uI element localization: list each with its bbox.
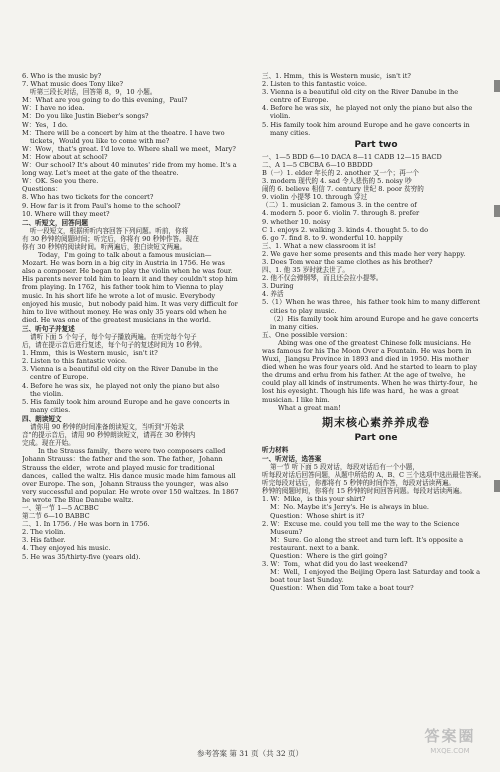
page-edge-mark (494, 480, 500, 492)
text-line: long way. Let's meet at the gate of the theatre. (22, 169, 179, 178)
text-line: 二、A 1—5 CBCBA 6—10 BBDDD (262, 160, 373, 169)
text-line: 三、1. What a new classroom it is! (262, 241, 377, 250)
text-line: Strauss the elder，wrote and played music for traditional (22, 463, 215, 472)
text-line: him to live without money. He was only 35 years old when he (22, 307, 227, 316)
text-line: boat tour last Sunday. (270, 576, 344, 585)
text-line: 一、1—5 BDD 6—10 DACA 8—11 CADB 12—15 BACD (262, 152, 442, 161)
text-line: Abing was one of the greatest Chinese folk musicians. He (278, 338, 471, 347)
text-line: also a composer. He began to play the violin when he was four. (22, 267, 233, 276)
text-line: 3. During (262, 282, 294, 291)
text-line: musician. I like him. (262, 395, 330, 404)
watermark-url: MXQE.COM (430, 747, 470, 755)
text-line: M：How about at school? (22, 152, 108, 161)
text-line: Question：Whose shirt is it? (270, 511, 365, 520)
text-line: 6. Who is the music by? (22, 72, 102, 80)
text-line: 闹的 6. believe 相信 7. century 世纪 8. poor 贫穷的 (262, 185, 424, 194)
text-line: 一、第一节 1—5 ACBBC (22, 503, 99, 512)
part-one-heading: Part one (354, 432, 398, 443)
text-line: 音"的提示音后，请用 90 秒钟朗读短文，请再在 30 秒钟内 (22, 431, 196, 440)
text-line: M：Do you like Justin Bieber's songs? (22, 112, 149, 121)
text-line: in many cities. (270, 322, 319, 331)
answer-page (22, 72, 492, 752)
site-watermark (404, 726, 496, 764)
text-line: 一、听对话，选答案 (262, 454, 322, 463)
text-line: M：There will be a concert by him at the theatre. I have two (22, 128, 225, 137)
text-line: 2. 他不仅会弹钢琴，而且还会拉小提琴。 (262, 274, 383, 283)
text-line: W：Yes，I do. (22, 120, 68, 129)
text-line: 第二节 6—10 BABBC (22, 512, 90, 521)
text-line: 听一段短文，根据所听内容回答下列问题。听前，你将 (30, 226, 189, 235)
text-line: centre of Europe. (270, 96, 329, 105)
page-edge-mark (494, 80, 500, 92)
text-line: 你有 30 秒钟的阅读时间。听两遍后，独白读短文两遍。 (22, 242, 187, 251)
text-line: M：What are you going to do this evening，Paul? (22, 96, 188, 105)
text-line: Mozart. He was born in a big city in Austria in 1756. He was (22, 259, 225, 268)
text-line: 后，请在提示音后进行复述，每个句子的复述时间为 10 秒钟。 (22, 341, 207, 350)
left-column (22, 72, 250, 561)
text-line: 3. Vienna is a beautiful old city on the River Danube in the (262, 88, 459, 97)
final-exam-title: 期末核心素养养成卷 (322, 415, 430, 429)
right-section-c (262, 446, 490, 593)
text-line: 完成。现在开始。 (22, 439, 75, 448)
text-line: 4. 养活 (262, 290, 284, 299)
text-line: many cities. (30, 405, 71, 414)
text-line: 2. W：Excuse me. could you tell me the way to the Science (262, 519, 460, 528)
text-line: 第一节 听下面 5 段对话，每段对话后有一个小题， (270, 462, 419, 471)
text-line: the violin. (30, 389, 64, 398)
text-line: 秒钟的阅题时间，你将有 15 秒钟的时间回答问题。每段对话读两遍。 (262, 487, 466, 496)
text-line: was famous for his The Moon Over a Fountain. He was born in (262, 347, 472, 355)
text-line: 三、1. Hmm，this is Western music，isn't it? (262, 72, 411, 80)
text-line: 7. What music does Tony like? (22, 80, 124, 89)
text-line: 9. How far is it from Paul's home to the school? (22, 201, 181, 210)
text-line: tickets，Would you like to come with me? (30, 136, 170, 145)
text-line: 4. Before he was six，he played not only the piano but also the (262, 104, 473, 113)
text-line: violin. (270, 112, 291, 121)
text-line: 听每段对话后回答问题，从题中所给的 A、B、C 三个选项中选出最佳答案。 (262, 471, 486, 480)
text-line: died. He was one of the greatest musicians in the world. (22, 315, 211, 324)
text-line: （2）His family took him around Europe and he gave concerts (270, 314, 479, 323)
text-line: 2. Listen to this fantastic voice. (262, 80, 367, 89)
text-line: 8. Who has two tickets for the concert? (22, 193, 154, 202)
text-line: 请听下面 5 个句子，每个句子播放两遍。在听完每个句子 (30, 333, 197, 341)
page-footer: 参考答案 第 31 页（共 32 页） (196, 749, 303, 758)
page-edge-mark (494, 205, 500, 217)
text-line: 听力材料 (262, 445, 289, 454)
text-line: centre of Europe. (30, 373, 89, 382)
text-line: In the Strauss family，there were two composers called (38, 447, 226, 456)
text-line: 2. We gave her some presents and this made her very happy. (262, 249, 466, 258)
text-line: Wuxi，Jiangsu Province in 1893 and died in 1950. His mother (262, 355, 469, 364)
text-line: dances，called the waltz. His dance music made him famous all (22, 471, 236, 480)
text-line: 2. Listen to this fantastic voice. (22, 357, 127, 366)
text-line: 听第三段长对话，回答第 8，9，10 小题。 (30, 88, 157, 97)
text-line: 6. go 7. find 8. to 9. wonderful 10. happily (262, 233, 403, 242)
text-line: could play all kinds of instruments. When he was thirty-four，he (262, 379, 478, 388)
text-line: 3. modern 现代的 4. sad 令人悲伤的 5. noisy 吵 (262, 177, 412, 186)
text-line: 3. W：Tom，what did you do last weekend? (262, 560, 408, 569)
text-line: cities to play music. (270, 306, 337, 315)
text-line: 4. They enjoyed his music. (22, 544, 111, 553)
text-line: 请你用 90 秒钟的时间准备朗读短文，当听到"开始录 (30, 423, 185, 432)
text-line: 听完每段对话后，你都将有 5 秒钟的时间作答，每段对话读两遍。 (262, 479, 456, 488)
right-column (262, 72, 490, 592)
text-line: lost his eyesight. Though his life was hard，he was a great (262, 387, 459, 396)
text-line: 五、One possible version： (262, 330, 352, 339)
text-line: 4. Before he was six，he played not only the piano but also (22, 381, 220, 390)
text-line: 3. Vienna is a beautiful old city on the River Danube in the (22, 365, 219, 374)
text-line: 3. His father. (22, 536, 66, 545)
text-line: W：Our school? It's about 40 minutes' ride from my home. It's a (22, 161, 237, 170)
text-line: 5. He was 35/thirty-five (years old). (22, 552, 141, 561)
text-line: music. In his short life he wrote a lot of music. Everybody (22, 291, 216, 300)
text-line: （二）1. musician 2. famous 3. in the centre of (262, 201, 417, 210)
text-line: W：OK. See you there. (22, 177, 99, 186)
text-line: Museum? (270, 527, 303, 536)
text-line: His parents never told him to learn it and they couldn't stop him (22, 275, 238, 284)
text-line: 5. His family took him around Europe and he gave concerts in (262, 120, 470, 129)
text-line: Today，I'm going to talk about a famous musician— (38, 251, 212, 260)
text-line: 5.（1）When he was three，his father took him to many different (262, 298, 481, 307)
text-line: 2. The violin. (22, 528, 66, 537)
text-line: 四、1. 他 35 岁时就去世了。 (262, 266, 349, 275)
right-section-a (262, 72, 490, 137)
text-line: 5. His family took him around Europe and he gave concerts in (22, 397, 230, 406)
text-line: M：Well，I enjoyed the Beijing Opera last Saturday and took a (270, 568, 481, 577)
text-line: 1. Hmm，this is Western music，isn't it? (22, 349, 158, 358)
text-line: 四、朗读短文 (22, 414, 62, 423)
text-line: 二、听短文，回答问题 (22, 218, 88, 227)
text-line: over Europe. The son，Johann Strauss the younger，was also (22, 479, 229, 488)
part-two-heading: Part two (354, 139, 398, 150)
text-line: M：No. Maybe it's Jerry's. He is always in blue. (270, 503, 429, 512)
watermark-logo-text: 答案圈 (424, 727, 476, 745)
text-line: many cities. (270, 128, 311, 137)
text-line: What a great man! (278, 403, 341, 412)
right-section-b (262, 153, 490, 412)
text-line: 三、听句子并复述 (22, 324, 75, 333)
text-line: 1. W：Mike，is this your shirt? (262, 495, 366, 504)
text-line: Questions： (22, 185, 62, 194)
text-line: M：Sure. Go along the street and turn left. It's opposite a (270, 535, 464, 544)
text-line: very successful and popular. He wrote over 150 waltzes. In 1867 (22, 487, 239, 496)
text-line: 9. violin 小提琴 10. through 穿过 (262, 193, 368, 202)
text-line: Question：Where is the girl going? (270, 551, 388, 560)
text-line: Johann Strauss：the father and the son. The father，Johann (22, 455, 223, 464)
text-line: he wrote The Blue Danube waltz. (22, 495, 134, 504)
text-line: 10. Where will they meet? (22, 209, 110, 218)
text-line: restaurant. next to a bank. (270, 543, 360, 552)
text-line: 4. modern 5. poor 6. violin 7. through 8. prefer (262, 209, 420, 218)
text-line: the drums and erhu from his father. At the age of twelve，he (262, 371, 466, 380)
text-line: C 1. enjoys 2. walking 3. kinds 4. thought 5. to do (262, 225, 429, 234)
text-line: 9. whether 10. noisy (262, 217, 331, 226)
text-line: B（一）1. elder 年长的 2. another 又一个；再一个 (262, 168, 420, 177)
text-line: W：I have no idea. (22, 104, 85, 113)
text-line: 二、1. In 1756. / He was born in 1756. (22, 520, 150, 529)
text-line: 有 30 秒钟的阅题时间；听完后，你将有 90 秒钟作答。现在 (22, 234, 199, 243)
text-line: 3. Does Tom wear the same clothes as his brother? (262, 257, 433, 266)
text-line: from playing. In 1762，his father took him to Vienna to play (22, 283, 224, 292)
text-line: W：Wow，that's great. I'd love to. Where shall we meet，Mary? (22, 144, 236, 153)
text-line: Question：When did Tom take a boat tour? (270, 584, 414, 593)
text-line: died when he was four years old. And he started to learn to play (262, 363, 477, 372)
text-line: enjoyed his music，but nobody paid him. It was very difficult for (22, 299, 238, 308)
